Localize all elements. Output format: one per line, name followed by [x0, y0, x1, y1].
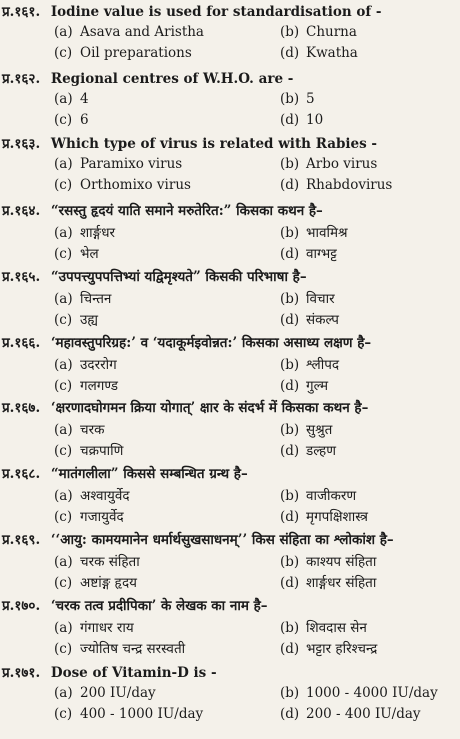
option-c: [54, 639, 185, 657]
option-c: [54, 177, 191, 193]
option-b: [280, 289, 335, 307]
option-label: (b): [280, 291, 300, 307]
option-text: 5: [306, 91, 315, 107]
option-a: [54, 24, 204, 40]
question-text: Dose of Vitamin-D is -: [50, 665, 217, 681]
option-label: (a): [54, 488, 73, 504]
question-line: [2, 464, 248, 482]
question-text: “रसस्तु हृदयं याति समाने मरुतेरित:” किसका कथन है–: [50, 203, 323, 219]
option-d: [280, 441, 336, 459]
option-label: (a): [54, 291, 73, 307]
option-text: Rhabdovirus: [306, 177, 393, 193]
option-label: (c): [54, 575, 73, 591]
option-a: [54, 552, 140, 570]
option-label: (c): [54, 246, 73, 262]
option-label: (b): [280, 24, 300, 40]
option-label: (a): [54, 620, 73, 636]
option-a: [54, 486, 130, 504]
option-label: (d): [280, 378, 300, 394]
option-label: (c): [54, 378, 73, 394]
option-label: (d): [280, 443, 300, 459]
question-line: [2, 596, 268, 614]
option-text: Paramixo virus: [80, 156, 183, 172]
option-c: [54, 441, 123, 459]
option-label: (a): [54, 685, 73, 701]
option-label: (d): [280, 112, 300, 128]
option-label: (b): [280, 554, 300, 570]
option-text: 6: [80, 112, 89, 128]
option-b: [280, 91, 315, 107]
question-line: [2, 663, 217, 681]
option-c: [54, 507, 124, 525]
option-label: (d): [280, 45, 300, 61]
option-text: चिन्तन: [80, 291, 112, 307]
option-text: चक्रपाणि: [80, 443, 124, 459]
question-text: ‘महावस्तुपरिग्रह:’ व ‘यदाकूर्मइवोन्नत:’ किसका असाध्य लक्षण है–: [50, 335, 372, 351]
option-text: वाग्भट्ट: [306, 246, 337, 262]
option-d: [280, 45, 358, 61]
option-a: [54, 618, 134, 636]
option-a: [54, 156, 182, 172]
option-text: गंगाधर राय: [80, 620, 134, 636]
option-text: अश्वायुर्वेद: [80, 488, 130, 504]
option-text: Oil preparations: [80, 45, 192, 61]
option-label: (d): [280, 246, 300, 262]
option-a: [54, 420, 104, 438]
option-c: [54, 376, 118, 394]
option-text: गलगण्ड: [80, 378, 118, 394]
question-number: प्र.१६६.: [2, 335, 41, 351]
question-text: ‘चरक तत्व प्रदीपिका’ के लेखक का नाम है–: [50, 598, 268, 614]
option-c: [54, 573, 137, 591]
question-number: प्र.१७१.: [2, 665, 41, 681]
question-line: [2, 267, 307, 285]
option-b: [280, 685, 438, 701]
option-text: भावमिश्र: [306, 225, 348, 241]
option-text: 4: [80, 91, 89, 107]
option-d: [280, 639, 377, 657]
question-number: प्र.१६४.: [2, 203, 41, 219]
option-text: संकल्प: [306, 312, 339, 328]
option-b: [280, 486, 356, 504]
question-number: प्र.१६८.: [2, 466, 41, 482]
option-label: (c): [54, 509, 73, 525]
option-label: (c): [54, 112, 73, 128]
option-label: (c): [54, 177, 73, 193]
option-a: [54, 355, 117, 373]
question-line: [2, 530, 394, 548]
option-text: अष्टांङ्ग हृदय: [80, 575, 137, 591]
question-line: [2, 2, 381, 20]
option-label: (b): [280, 91, 300, 107]
option-label: (b): [280, 488, 300, 504]
option-text: उदररोग: [80, 357, 117, 373]
option-label: (b): [280, 225, 300, 241]
option-text: श्लीपद: [306, 357, 340, 373]
option-text: Asava and Aristha: [80, 24, 204, 40]
option-label: (b): [280, 357, 300, 373]
option-text: 1000 - 4000 IU/day: [306, 685, 438, 701]
option-text: काश्यप संहिता: [306, 554, 377, 570]
option-a: [54, 223, 115, 241]
question-number: प्र.१६१.: [2, 4, 41, 20]
option-label: (b): [280, 685, 300, 701]
option-text: Churna: [306, 24, 357, 40]
option-text: वाजीकरण: [306, 488, 357, 504]
option-d: [280, 706, 421, 722]
option-d: [280, 244, 337, 262]
option-label: (c): [54, 641, 73, 657]
option-text: गजायुर्वेद: [80, 509, 124, 525]
question-line: [2, 398, 368, 416]
option-label: (c): [54, 312, 73, 328]
option-text: भेल: [80, 246, 99, 262]
option-text: उह्य: [80, 312, 99, 328]
question-text: Iodine value is used for standardisation of -: [50, 4, 382, 20]
option-label: (d): [280, 706, 300, 722]
option-b: [280, 156, 377, 172]
option-d: [280, 376, 328, 394]
option-text: शिवदास सेन: [306, 620, 367, 636]
option-text: चरक: [80, 422, 105, 438]
option-label: (c): [54, 443, 73, 459]
question-line: [2, 69, 293, 87]
option-text: डल्हण: [306, 443, 336, 459]
option-d: [280, 112, 323, 128]
option-text: Orthomixo virus: [80, 177, 191, 193]
option-c: [54, 244, 99, 262]
option-a: [54, 289, 111, 307]
question-number: प्र.१७०.: [2, 598, 41, 614]
option-b: [280, 355, 339, 373]
option-label: (d): [280, 312, 300, 328]
option-label: (a): [54, 91, 73, 107]
option-text: 10: [306, 112, 324, 128]
option-a: [54, 685, 156, 701]
question-number: प्र.१६५.: [2, 269, 41, 285]
option-c: [54, 45, 192, 61]
option-label: (c): [54, 706, 73, 722]
question-line: [2, 201, 323, 219]
question-text: “उपपत्त्युपपत्तिभ्यां यद्विमृश्यते” किसकी परिभाषा है–: [50, 269, 307, 285]
option-label: (b): [280, 156, 300, 172]
option-label: (d): [280, 177, 300, 193]
option-d: [280, 177, 392, 193]
question-text: Regional centres of W.H.O. are -: [50, 71, 294, 87]
option-d: [280, 573, 376, 591]
option-b: [280, 24, 357, 40]
option-label: (d): [280, 509, 300, 525]
option-text: 400 - 1000 IU/day: [80, 706, 204, 722]
question-text: Which type of virus is related with Rabies -: [50, 136, 378, 152]
option-label: (c): [54, 45, 73, 61]
option-label: (b): [280, 620, 300, 636]
option-text: गुल्म: [306, 378, 329, 394]
option-b: [280, 618, 367, 636]
option-c: [54, 112, 89, 128]
option-a: [54, 91, 89, 107]
option-text: 200 - 400 IU/day: [306, 706, 421, 722]
option-b: [280, 420, 332, 438]
option-d: [280, 310, 339, 328]
option-label: (a): [54, 225, 73, 241]
option-c: [54, 706, 203, 722]
option-label: (a): [54, 156, 73, 172]
option-text: 200 IU/day: [80, 685, 156, 701]
question-number: प्र.१६२.: [2, 71, 41, 87]
option-text: शार्ङ्गधर संहिता: [306, 575, 377, 591]
question-text: “मातंगलीला” किससे सम्बन्धित ग्रन्थ है–: [50, 466, 248, 482]
option-text: शार्ङ्गधर: [80, 225, 116, 241]
question-line: [2, 134, 377, 152]
question-number: प्र.१६३.: [2, 136, 41, 152]
question-number: प्र.१६९.: [2, 532, 41, 548]
option-d: [280, 507, 368, 525]
option-label: (a): [54, 554, 73, 570]
option-text: चरक संहिता: [80, 554, 140, 570]
option-b: [280, 223, 348, 241]
option-text: Arbo virus: [306, 156, 378, 172]
option-b: [280, 552, 376, 570]
option-text: मृगपक्षिशास्त्र: [306, 509, 368, 525]
option-text: भट्टार हरिश्चन्द्र: [306, 641, 378, 657]
question-line: [2, 333, 371, 351]
option-label: (a): [54, 357, 73, 373]
question-text: ‘क्षरणादघोगमन क्रिया योगात्’ क्षार के संदर्भ में किसका कथन है–: [50, 400, 369, 416]
option-text: सुश्रुत: [306, 422, 333, 438]
option-label: (a): [54, 422, 73, 438]
option-text: Kwatha: [306, 45, 358, 61]
question-number: प्र.१६७.: [2, 400, 41, 416]
option-text: विचार: [306, 291, 335, 307]
option-label: (d): [280, 575, 300, 591]
option-c: [54, 310, 98, 328]
option-label: (b): [280, 422, 300, 438]
question-text: ‘‘आयु: कामयमानेन धर्मार्थसुखसाधनम्’’ किस संहिता का श्लोकांश है–: [50, 532, 394, 548]
option-label: (a): [54, 24, 73, 40]
option-text: ज्योतिष चन्द्र सरस्वती: [80, 641, 186, 657]
option-label: (d): [280, 641, 300, 657]
